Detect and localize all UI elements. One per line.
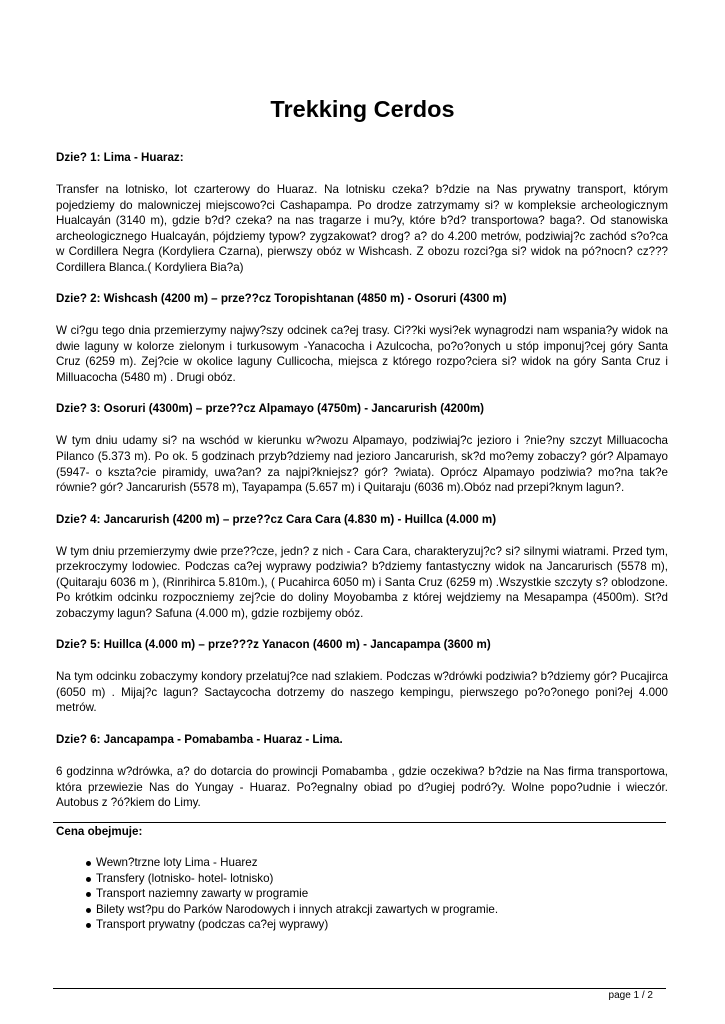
bullet-icon bbox=[86, 908, 91, 913]
day-heading: Dzie? 2: Wishcash (4200 m) – prze??cz Toropishtanan (4850 m) - Osoruri (4300 m) bbox=[56, 292, 507, 306]
list-item bbox=[86, 855, 666, 871]
day-section bbox=[56, 732, 668, 811]
page-number: page 1 / 2 bbox=[608, 990, 653, 1001]
day-section bbox=[56, 291, 668, 385]
day-section bbox=[56, 401, 668, 495]
day-heading: Dzie? 3: Osoruri (4300m) – prze??cz Alpamayo (4750m) - Jancarurish (4200m) bbox=[56, 402, 485, 416]
day-section bbox=[56, 637, 668, 716]
list-item-text: Bilety wst?pu do Parków Narodowych i innych atrakcji zawartych w programie. bbox=[96, 902, 499, 916]
day-description: 6 godzinna w?drówka, a? do dotarcia do prowincji Pomabamba , gdzie oczekiwa? b?dzie na Nas firma transportowa, która przewiezie Nas do Yungay - Huaraz. Po?egnalny obiad po d?ugiej podró?y. Wolne popo?udnie i wieczór. Autobus z ?ó?kiem do Limy. bbox=[56, 765, 668, 810]
bullet-icon bbox=[86, 877, 91, 882]
day-description: W tym dniu udamy si? na wschód w kierunku w?wozu Alpamayo, podziwiaj?c jezioro i ?nie?ny szczyt Milluacocha Pilanco (5.373 m). Po ok. 5 godzinach przyb?dziemy nad jezioro Jancarurish, sk?d mo?emy zobaczy? gór? Alpamayo (5947- o kszta?cie piramidy, uwa?an? za najpi?kniejsz? gór? ?wiata). Oprócz Alpamayo podziwia? mo?na tak?e równie? gór? Jancarurish (5578 m), Tayapampa (5.657 m) i Quitaraju (6036 m).Obóz nad przepi?knym lagun?. bbox=[56, 434, 668, 495]
section-divider bbox=[53, 822, 666, 823]
list-item bbox=[86, 886, 666, 902]
day-description: Transfer na lotnisko, lot czarterowy do Huaraz. Na lotnisku czeka? b?dzie na Nas prywatny transport, którym pojedziemy do malowniczej miejscowo?ci Cashapampa. Po drodze zatrzymamy si? w kompleksie archeologicznym Hualcayán (3140 m), gdzie b?d? czeka? na nas tragarze i mu?y, które b?d? transportowa? baga?. Od stanowiska archeologicznego Hualcayán, pójdziemy typow? zygzakowat? drog? a? do 4.200 metrów, podziwiaj?c zachód s?o?ca w Cordillera Negra (Kordyliera Czarna), pierwszy obóz w Wishcash. Z obozu rozci?ga si? widok na pó?nocn? cz??? Cordillera Blanca.( Kordyliera Bia?a) bbox=[56, 183, 668, 274]
day-description: W tym dniu przemierzymy dwie prze??cze, jedn? z nich - Cara Cara, charakteryzuj?c? si? silnymi wiatrami. Przed tym, przekroczymy lodowiec. Podczas ca?ej wyprawy podziwia? b?dziemy fantastyczny widok na Jancarurisch (5578 m), (Quitaraju 6036 m ), (Rinrihirca 5.810m.), ( Pucahirca 6050 m) i Santa Cruz (6259 m) .Wszystkie szczyty s? oblodzone. Po krótkim odcinku rozpoczniemy zej?cie do doliny Moyobamba z której wejdziemy na Mesapampa (4500m). St?d zobaczymy lagun? Safuna (4.000 m), gdzie rozbijemy obóz. bbox=[56, 544, 668, 620]
day-description: Na tym odcinku zobaczymy kondory przelatuj?ce nad szlakiem. Podczas w?drówki podziwia? b?dziemy gór? Pucajirca (6050 m) . Mijaj?c lagun? Sactaycocha dotrzemy do naszego kempingu, pierwszego po?o?onego poni?ej 4.000 metrów. bbox=[56, 670, 668, 715]
day-heading: Dzie? 4: Jancarurish (4200 m) – prze??cz Cara Cara (4.830 m) - Huillca (4.000 m) bbox=[56, 512, 497, 526]
bullet-icon bbox=[86, 892, 91, 897]
day-heading: Dzie? 6: Jancapampa - Pomabamba - Huaraz - Lima. bbox=[56, 733, 343, 747]
price-includes-list bbox=[86, 855, 666, 933]
bullet-icon bbox=[86, 923, 91, 928]
day-heading: Dzie? 5: Huillca (4.000 m) – prze???z Yanacon (4600 m) - Jancapampa (3600 m) bbox=[56, 638, 491, 652]
list-item bbox=[86, 902, 666, 918]
day-description: W ci?gu tego dnia przemierzymy najwy?szy odcinek ca?ej trasy. Ci??ki wysi?ek wynagrodzi nam wspania?y widok na dwie laguny w kolorze zielonym i turkusowym -Yanacocha i Azulcocha, po?o?onych u stóp imponuj?cej góry Santa Cruz (6259 m). Zej?cie w okolice laguny Cullicocha, miejsca z którego rozpo?ciera si? widok na góry Santa Cruz i Milluacocha (5480 m) . Drugi obóz. bbox=[56, 324, 668, 384]
list-item-text: Transport prywatny (podczas ca?ej wyprawy) bbox=[96, 918, 329, 932]
list-item-text: Transfery (lotnisko- hotel- lotnisko) bbox=[96, 871, 274, 885]
list-item bbox=[86, 871, 666, 887]
list-item-text: Transport naziemny zawarty w programie bbox=[96, 887, 309, 901]
list-item bbox=[86, 917, 666, 933]
itinerary bbox=[56, 150, 668, 811]
list-item-text: Wewn?trzne loty Lima - Huarez bbox=[96, 856, 258, 869]
day-heading: Dzie? 1: Lima - Huaraz: bbox=[56, 151, 184, 164]
day-section bbox=[56, 512, 668, 622]
day-section bbox=[56, 150, 668, 275]
price-includes-heading: Cena obejmuje: bbox=[56, 825, 143, 838]
footer-divider bbox=[53, 988, 666, 989]
document-title: Trekking Cerdos bbox=[270, 96, 455, 122]
bullet-icon bbox=[86, 861, 91, 866]
